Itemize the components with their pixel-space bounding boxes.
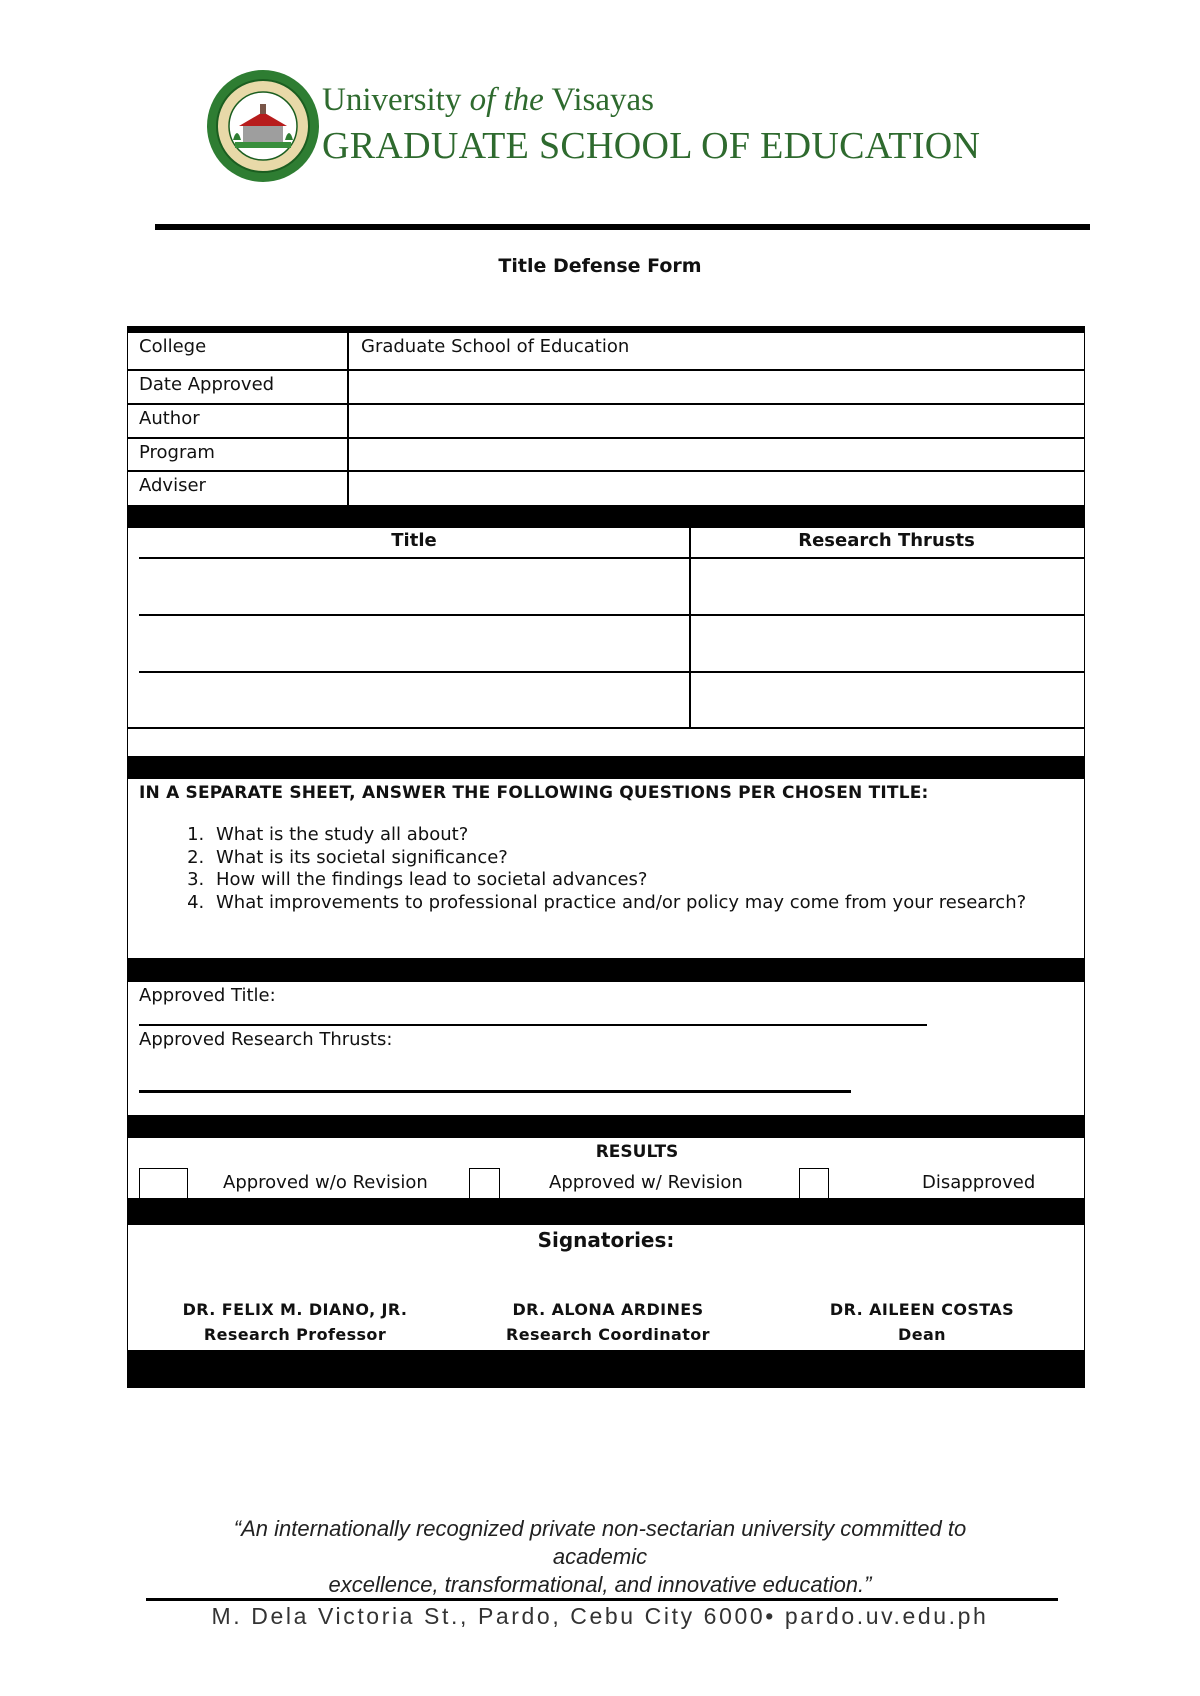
author-field[interactable] bbox=[361, 408, 1061, 432]
date-approved-field[interactable] bbox=[361, 374, 1061, 398]
form-bottom-bar bbox=[127, 1350, 1085, 1388]
row-divider bbox=[127, 369, 1085, 371]
adviser-label: Adviser bbox=[139, 475, 206, 496]
form-title: Title Defense Form bbox=[498, 255, 702, 277]
results-heading: RESULTS bbox=[595, 1142, 679, 1162]
question-item: 1. What is the study all about? bbox=[210, 824, 1026, 847]
title-entry-1[interactable] bbox=[139, 560, 687, 612]
university-name: University of the Visayas bbox=[322, 82, 654, 118]
approved-with-revision-checkbox[interactable] bbox=[469, 1168, 500, 1199]
form-top-bar bbox=[127, 326, 1085, 333]
thrust-entry-1[interactable] bbox=[692, 560, 1082, 612]
title-column-header: Title bbox=[391, 530, 437, 551]
titles-header-rule bbox=[139, 557, 1085, 559]
disapproved-label: Disapproved bbox=[922, 1172, 1036, 1193]
titles-row-rule bbox=[139, 614, 1085, 616]
motto-line: excellence, transformational, and innovative education.” bbox=[328, 1572, 872, 1597]
footer-address: M. Dela Victoria St., Pardo, Cebu City 6000• pardo.uv.edu.ph bbox=[211, 1603, 989, 1629]
question-item: 3. How will the findings lead to societal advances? bbox=[210, 869, 1026, 892]
thrust-entry-2[interactable] bbox=[692, 617, 1082, 669]
motto-line: “An internationally recognized private non-sectarian university committed to bbox=[233, 1516, 967, 1541]
instructions-heading: IN A SEPARATE SHEET, ANSWER THE FOLLOWING QUESTIONS PER CHOSEN TITLE: bbox=[139, 783, 929, 803]
approved-thrusts-line[interactable] bbox=[139, 1090, 851, 1093]
row-divider bbox=[127, 437, 1085, 439]
signatories-heading: Signatories: bbox=[537, 1228, 675, 1252]
motto-line: academic bbox=[552, 1544, 648, 1569]
program-field[interactable] bbox=[361, 442, 1061, 466]
research-thrusts-column-header: Research Thrusts bbox=[798, 530, 975, 551]
date-approved-label: Date Approved bbox=[139, 374, 275, 395]
author-label: Author bbox=[139, 408, 200, 429]
approved-without-revision-label: Approved w/o Revision bbox=[223, 1172, 428, 1193]
signatory-name-research-professor: DR. FELIX M. DIANO, JR. bbox=[182, 1300, 408, 1319]
college-label: College bbox=[139, 336, 207, 357]
questions-list bbox=[172, 824, 1026, 914]
footer-divider bbox=[146, 1598, 1058, 1601]
row-divider bbox=[127, 403, 1085, 405]
row-divider bbox=[127, 470, 1085, 472]
university-motto bbox=[160, 1515, 1040, 1599]
section-bar bbox=[127, 1115, 1085, 1138]
signatory-name-research-coordinator: DR. ALONA ARDINES bbox=[512, 1300, 704, 1319]
disapproved-checkbox[interactable] bbox=[799, 1168, 829, 1199]
header-divider bbox=[155, 224, 1090, 230]
title-entry-3[interactable] bbox=[139, 674, 687, 726]
program-label: Program bbox=[139, 442, 215, 463]
university-seal-logo bbox=[205, 68, 321, 184]
approved-title-label: Approved Title: bbox=[139, 985, 276, 1006]
adviser-field[interactable] bbox=[361, 475, 1061, 499]
approved-without-revision-checkbox[interactable] bbox=[139, 1168, 188, 1199]
approved-title-line[interactable] bbox=[139, 1024, 927, 1026]
section-bar bbox=[127, 958, 1085, 982]
approved-with-revision-label: Approved w/ Revision bbox=[549, 1172, 743, 1193]
approved-thrusts-label: Approved Research Thrusts: bbox=[139, 1029, 393, 1050]
titles-bottom-rule bbox=[127, 727, 1085, 729]
section-bar bbox=[127, 756, 1085, 779]
signatory-role-research-professor: Research Professor bbox=[203, 1325, 387, 1344]
signatory-role-dean: Dean bbox=[898, 1325, 946, 1344]
info-table-divider bbox=[347, 333, 349, 505]
signatory-role-research-coordinator: Research Coordinator bbox=[506, 1325, 710, 1344]
signatory-name-dean: DR. AILEEN COSTAS bbox=[829, 1300, 1015, 1319]
question-item: 2. What is its societal significance? bbox=[210, 847, 1026, 870]
thrust-entry-3[interactable] bbox=[692, 674, 1082, 726]
titles-row-rule bbox=[139, 671, 1085, 673]
section-bar bbox=[127, 505, 1085, 528]
section-bar bbox=[127, 1198, 1085, 1225]
school-name: GRADUATE SCHOOL OF EDUCATION bbox=[322, 125, 981, 167]
title-entry-2[interactable] bbox=[139, 617, 687, 669]
question-item: 4. What improvements to professional practice and/or policy may come from your research? bbox=[210, 892, 1026, 915]
college-value[interactable]: Graduate School of Education bbox=[361, 336, 630, 357]
